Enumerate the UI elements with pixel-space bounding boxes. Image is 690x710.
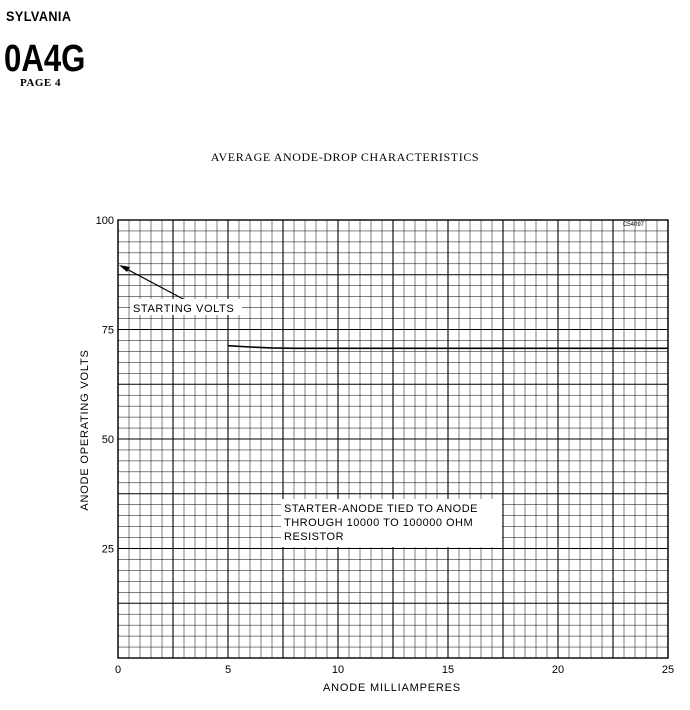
starting-volts-arrow — [121, 266, 185, 300]
note-line-1: STARTER-ANODE TIED TO ANODE — [284, 503, 479, 515]
y-tick-label: 25 — [101, 543, 114, 556]
y-tick-label: 100 — [95, 215, 114, 227]
x-tick-label: 20 — [551, 664, 565, 676]
x-tick-label: 10 — [331, 664, 345, 676]
chart-code: C54097 — [622, 222, 644, 228]
tube-type: 0A4G — [4, 38, 86, 80]
chart-ticks — [96, 215, 674, 676]
note-line-2: THROUGH 10000 TO 100000 OHM — [284, 517, 474, 529]
x-tick-label: 25 — [661, 664, 675, 676]
x-axis-label: ANODE MILLIAMPERES — [323, 682, 461, 694]
y-axis-label: ANODE OPERATING VOLTS — [79, 349, 91, 511]
chart-grid — [118, 220, 668, 658]
x-tick-label: 5 — [224, 664, 232, 676]
brand-name: SYLVANIA — [6, 8, 72, 24]
note-line-3: RESISTOR — [284, 531, 345, 543]
x-tick-label: 0 — [114, 664, 122, 676]
page-label: PAGE 4 — [20, 77, 61, 89]
y-tick-label: 50 — [101, 434, 114, 446]
x-tick-label: 15 — [441, 664, 455, 676]
y-tick-label: 75 — [101, 324, 114, 337]
starting-volts-arrowhead — [119, 265, 130, 272]
starting-volts-label: STARTING VOLTS — [133, 303, 235, 315]
chart-title: AVERAGE ANODE-DROP CHARACTERISTICS — [210, 150, 480, 164]
